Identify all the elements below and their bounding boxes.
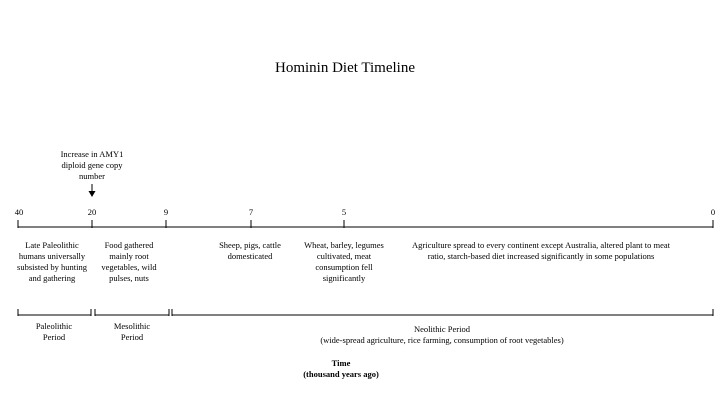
tick-label-9: 9 (163, 207, 169, 217)
axis-label-title: Time (331, 358, 351, 368)
event-mesolithic: Food gathered mainly root vegetables, wild pulses, nuts (101, 240, 157, 283)
event-agriculture-spread: Agriculture spread to every continent except Australia, altered plant to meat ratio, starch-based diet increased significantly in some populations (412, 240, 670, 261)
period-neolithic-name: Neolithic Period (414, 324, 470, 334)
event-cultivation: Wheat, barley, legumes cultivated, meat consumption fell significantly (304, 240, 384, 283)
diagram-title: Hominin Diet Timeline (274, 60, 415, 76)
down-arrow-icon (89, 184, 96, 197)
tick-label-7: 7 (248, 207, 254, 217)
axis-label-unit: (thousand years ago) (303, 369, 379, 379)
amy1-annotation: Increase in AMY1 diploid gene copy number (60, 149, 124, 181)
period-neolithic-description: (wide-spread agriculture, rice farming, consumption of root vegetables) (320, 335, 564, 345)
period-paleolithic-name: Paleolithic (35, 321, 73, 331)
bracket-mesolithic (95, 309, 169, 316)
bracket-neolithic (172, 309, 713, 316)
period-mesolithic-name: Mesolithic (113, 321, 151, 331)
period-paleolithic-word: Period (42, 332, 66, 342)
period-mesolithic-word: Period (120, 332, 144, 342)
event-late-paleolithic: Late Paleolithic humans universally subsisted by hunting and gathering (17, 240, 87, 283)
tick-label-5: 5 (341, 207, 347, 217)
tick-label-20: 20 (87, 207, 97, 217)
event-domestication: Sheep, pigs, cattle domesticated (219, 240, 281, 261)
tick-label-40: 40 (14, 207, 24, 217)
tick-label-0: 0 (710, 207, 716, 217)
bracket-paleolithic (18, 309, 91, 316)
